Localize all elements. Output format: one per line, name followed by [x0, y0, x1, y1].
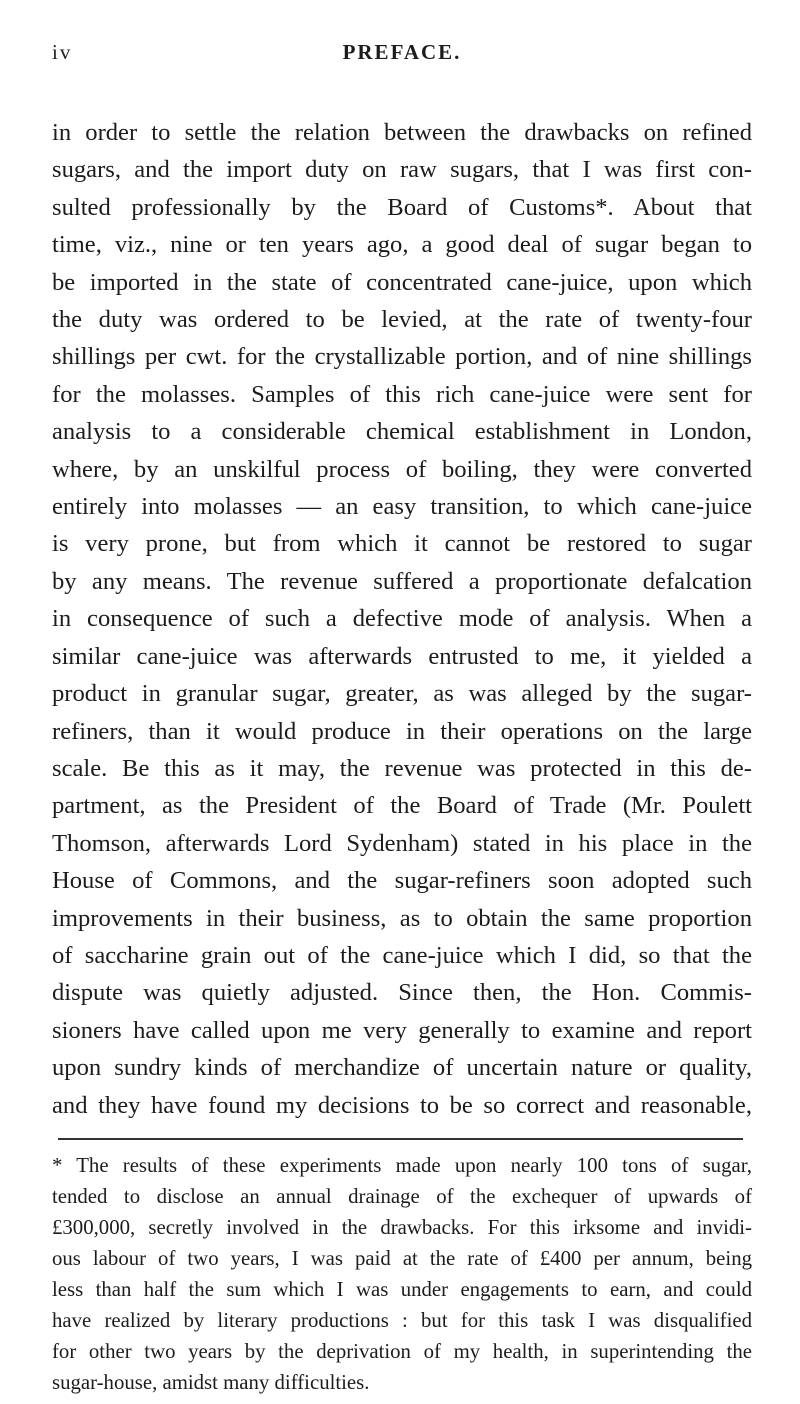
body-line: by any means. The revenue suffered a proportionate defalcation [52, 567, 752, 595]
body-line: where, by an unskilful process of boiling, they were converted [52, 455, 752, 483]
body-line: of saccharine grain out of the cane-juice which I did, so that the [52, 941, 752, 969]
body-line: the duty was ordered to be levied, at the rate of twenty-four [52, 306, 752, 334]
body-line: dispute was quietly adjusted. Since then, the Hon. Commis- [52, 979, 752, 1007]
body-line: be imported in the state of concentrated cane-juice, upon which [52, 268, 752, 296]
body-line: Thomson, afterwards Lord Sydenham) stated in his place in the [52, 829, 752, 857]
body-line: and they have found my decisions to be so correct and reasonable, [52, 1091, 752, 1119]
footnote-line: have realized by literary productions : but for this task I was disqualified [52, 1308, 752, 1332]
running-title: PREFACE. [342, 40, 462, 64]
body-text [52, 114, 752, 1124]
footnote-line: sugar-house, amidst many difficulties. [52, 1370, 370, 1394]
body-line: similar cane-juice was afterwards entrusted to me, it yielded a [52, 642, 752, 670]
body-line: sugars, and the import duty on raw sugars, that I was first con- [52, 156, 752, 184]
body-line: upon sundry kinds of merchandize of uncertain nature or quality, [52, 1054, 752, 1082]
body-line: sioners have called upon me very generally to examine and report [52, 1016, 752, 1044]
body-line: sulted professionally by the Board of Customs*. About that [52, 193, 752, 221]
footnote-line: less than half the sum which I was under engagements to earn, and could [52, 1277, 752, 1301]
body-line: shillings per cwt. for the crystallizable portion, and of nine shillings [52, 343, 752, 371]
body-line: refiners, than it would produce in their operations on the large [52, 717, 752, 745]
footnote-line: for other two years by the deprivation of my health, in superintending the [52, 1339, 752, 1363]
body-line: entirely into molasses — an easy transition, to which cane-juice [52, 493, 752, 521]
body-line: partment, as the President of the Board of Trade (Mr. Poulett [52, 792, 752, 820]
footnote-line: ous labour of two years, I was paid at the rate of £400 per annum, being [52, 1246, 752, 1270]
footnote-line: * The results of these experiments made upon nearly 100 tons of sugar, [52, 1153, 752, 1177]
footnote-line: £300,000, secretly involved in the drawbacks. For this irksome and invidi- [52, 1215, 752, 1239]
body-line: analysis to a considerable chemical establishment in London, [52, 418, 752, 446]
body-line: House of Commons, and the sugar-refiners soon adopted such [52, 867, 752, 895]
body-line: time, viz., nine or ten years ago, a good deal of sugar began to [52, 231, 752, 259]
footnote [52, 1150, 752, 1398]
page-header [52, 40, 752, 80]
body-line: product in granular sugar, greater, as was alleged by the sugar- [52, 680, 752, 708]
footnote-rule [58, 1138, 743, 1140]
body-line: scale. Be this as it may, the revenue was protected in this de- [52, 754, 752, 782]
body-line: for the molasses. Samples of this rich cane-juice were sent for [52, 380, 752, 408]
body-line: in order to settle the relation between the drawbacks on refined [52, 119, 752, 146]
body-line: is very prone, but from which it cannot be restored to sugar [52, 530, 752, 558]
body-line: improvements in their business, as to obtain the same proportion [52, 904, 752, 932]
footnote-line: tended to disclose an annual drainage of the exchequer of upwards of [52, 1184, 752, 1208]
body-line: in consequence of such a defective mode of analysis. When a [52, 605, 752, 633]
page-number: iv [52, 40, 73, 64]
